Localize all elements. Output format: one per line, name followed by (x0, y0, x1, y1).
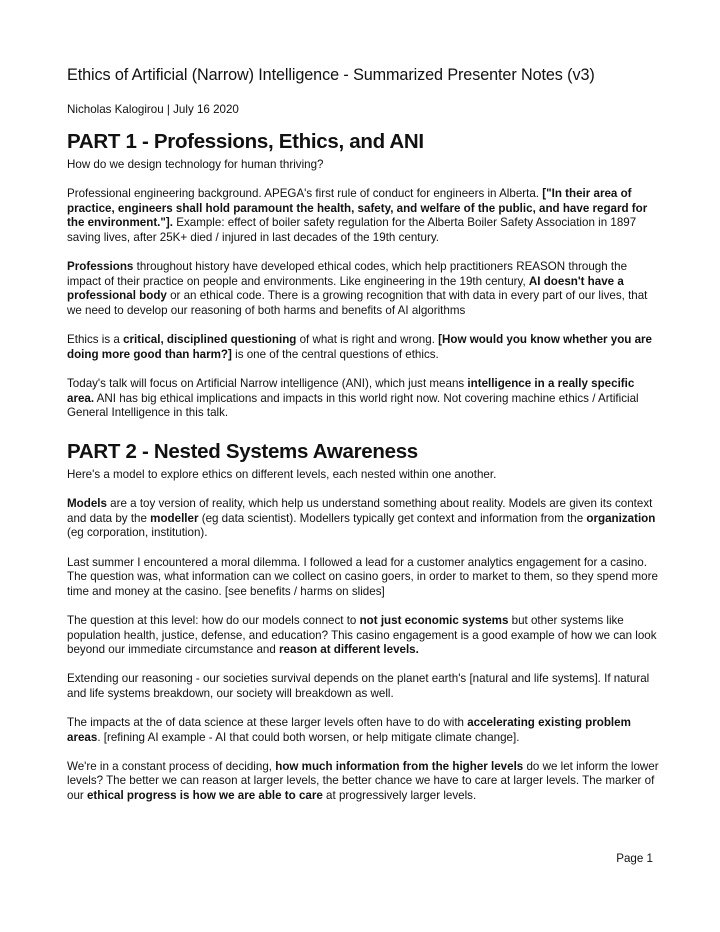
text-run: How do we design technology for human thriving? (67, 158, 324, 171)
text-run: is one of the central questions of ethics. (231, 347, 439, 361)
bold-text-run: [How would you know whether you are doing more good than harm?] (67, 333, 652, 361)
part-1-body (67, 158, 662, 421)
part-1-heading: PART 1 - Professions, Ethics, and ANI (67, 130, 424, 153)
text-run: The question at this level: how do our models connect to (67, 613, 360, 627)
bold-text-run: accelerating existing problem areas (67, 716, 631, 744)
text-run: Professional engineering background. APEGA's first rule of conduct for engineers in Alberta. (67, 187, 543, 201)
bold-text-run: Models (67, 497, 107, 511)
text-run: ANI has big ethical implications and impacts in this world right now. Not covering machine ethics / Artificial General Intelligence in this talk. (67, 391, 639, 420)
paragraph (67, 260, 662, 318)
bold-text-run: how much information from the higher levels (275, 759, 524, 773)
part-1-section (67, 130, 662, 435)
part-2-section (67, 440, 662, 818)
bold-text-run: critical, disciplined questioning (123, 333, 297, 347)
text-run: Extending our reasoning - our societies survival depends on the planet earth's [natural and life systems]. If natural and life systems breakdown, our society will breakdown as well. (67, 672, 650, 700)
paragraph (67, 672, 662, 701)
text-run: Last summer I encountered a moral dilemma. I followed a lead for a customer analytics engagement for a casino. The question was, what information can we collect on casino goers, in order to market to them, so they spend more time and money at the casino. [see benefits / harms on slides] (67, 555, 658, 598)
author-date-line: Nicholas Kalogirou | July 16 2020 (67, 103, 239, 116)
text-run: Example: effect of boiler safety regulation for the Alberta Boiler Safety Association in 1897 saving lives, after 25K+ died / injured in last decades of the 19th century. (67, 216, 637, 244)
page-number: Page 1 (616, 852, 653, 865)
paragraph (67, 158, 662, 173)
bold-text-run: ethical progress is how we are able to care (86, 789, 323, 803)
text-run: but other systems like population health, justice, defense, and education? This casino engagement is a good example of how we can look beyond our immediate circumstance and (67, 613, 657, 657)
bold-text-run: reason at different levels. (279, 643, 419, 657)
text-run: We're in a constant process of deciding, (67, 759, 276, 773)
text-run: Ethics is a (67, 333, 124, 347)
part-2-body (67, 468, 662, 804)
text-run: . [refining AI example - AI that could both worsen, or help mitigate climate change]. (97, 730, 520, 744)
part-2-heading: PART 2 - Nested Systems Awareness (67, 440, 418, 463)
paragraph (67, 556, 662, 600)
paragraph (67, 187, 662, 245)
bold-text-run: modeller (150, 511, 199, 525)
text-run: Here's a model to explore ethics on different levels, each nested within one another. (67, 468, 497, 481)
bold-text-run: organization (586, 511, 656, 525)
paragraph (67, 333, 662, 362)
bold-text-run: intelligence in a really specific area. (67, 376, 635, 405)
paragraph (67, 716, 662, 745)
text-run: at progressively larger levels. (322, 789, 477, 803)
text-run: (eg corporation, institution). (67, 526, 208, 540)
text-run: do we let inform the lower levels? The better we can reason at larger levels, the better chance we have to care at larger levels. The marker of our (67, 759, 659, 803)
paragraph (67, 468, 662, 483)
document-title: Ethics of Artificial (Narrow) Intelligence - Summarized Presenter Notes (v3) (67, 66, 595, 84)
bold-text-run: ["In their area of practice, engineers shall hold paramount the health, safety, and welfare of the public, and have regard for the environment."]. (67, 187, 648, 230)
text-run: Today's talk will focus on Artificial Narrow intelligence (ANI), which just means (67, 376, 468, 390)
paragraph (67, 760, 662, 804)
bold-text-run: Professions (67, 260, 134, 274)
text-run: The impacts at the of data science at these larger levels often have to do with (67, 716, 468, 730)
text-run: (eg data scientist). Modellers typically get context and information from the (198, 511, 587, 525)
paragraph (67, 497, 662, 541)
text-run: are a toy version of reality, which help us understand something about reality. Models are given its context and data by the (67, 497, 653, 525)
paragraph (67, 614, 662, 658)
bold-text-run: not just economic systems (359, 613, 509, 627)
text-run: or an ethical code. There is a growing recognition that with data in every part of our lives, that we need to develop our reasoning of both harms and benefits of AI algorithms (67, 289, 648, 317)
paragraph (67, 377, 662, 421)
bold-text-run: AI doesn't have a professional body (67, 274, 624, 303)
text-run: throughout history have developed ethical codes, which help practitioners REASON through the impact of their practice on people and environments. Like engineering in the 19th century, (67, 260, 628, 288)
text-run: of what is right and wrong. (296, 333, 439, 347)
